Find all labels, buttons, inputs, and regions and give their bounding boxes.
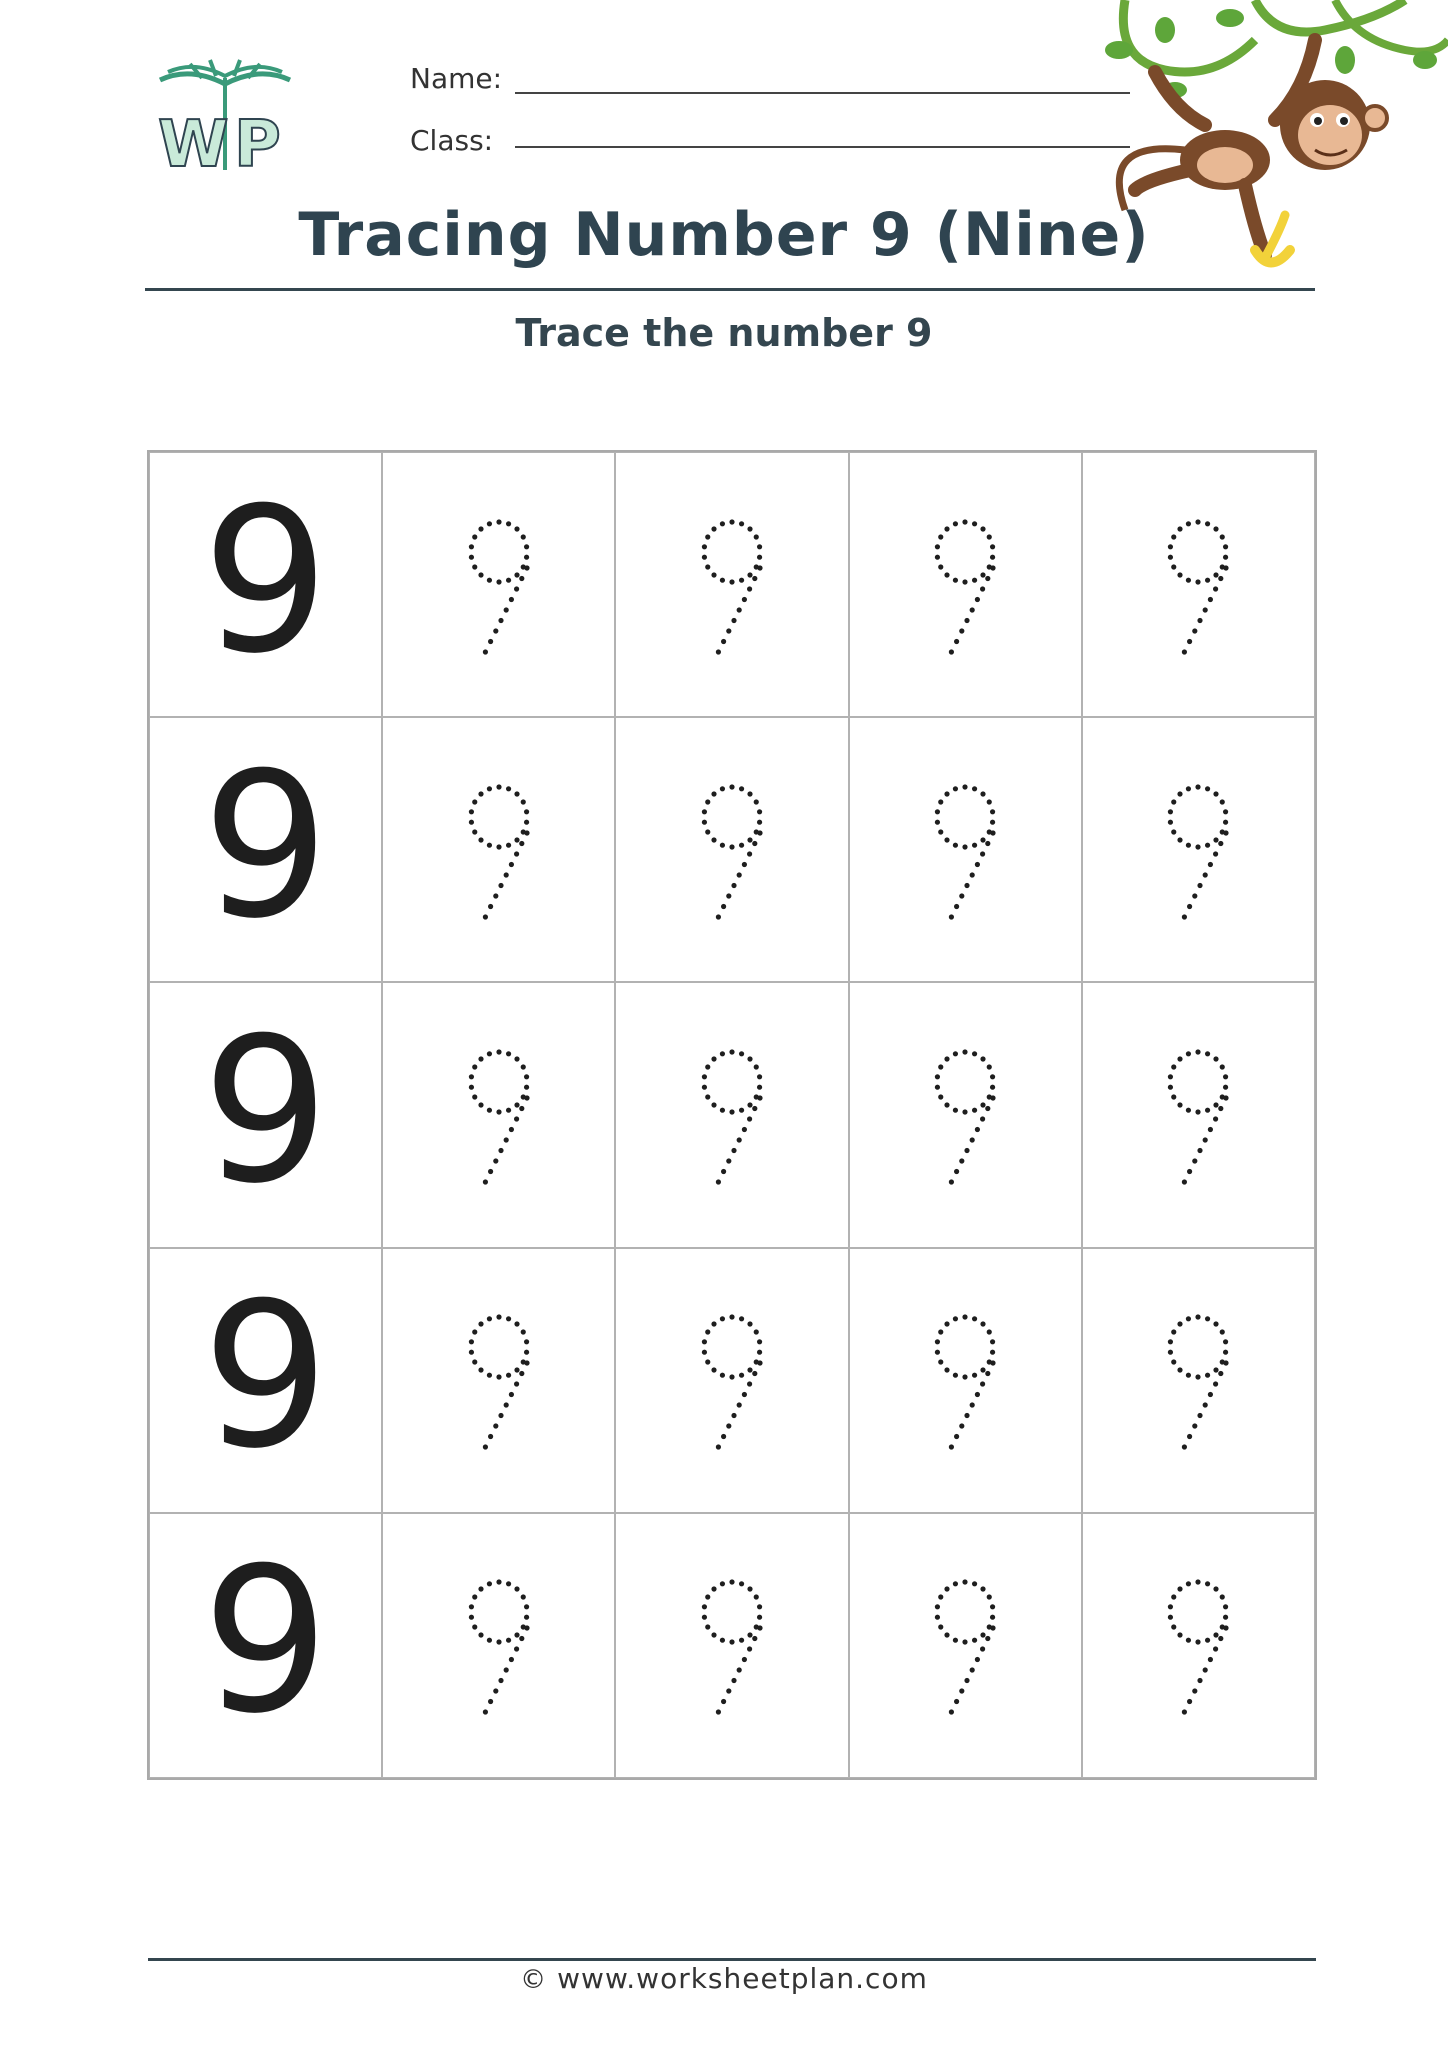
model-digit: 9 <box>201 729 330 963</box>
dotted-nine-guide[interactable] <box>1143 775 1253 925</box>
dotted-nine-guide[interactable] <box>1143 1040 1253 1190</box>
name-label: Name: <box>410 62 503 95</box>
footer-rule <box>148 1958 1316 1961</box>
dotted-nine-guide[interactable] <box>910 1040 1020 1190</box>
footer-url[interactable]: www.worksheetplan.com <box>557 1962 928 1995</box>
trace-cell <box>382 982 615 1247</box>
trace-cell <box>1082 1248 1315 1513</box>
trace-cell <box>615 982 848 1247</box>
model-digit-cell <box>149 1513 382 1778</box>
dotted-nine-guide[interactable] <box>1143 1305 1253 1455</box>
dotted-nine-guide[interactable] <box>444 1570 554 1720</box>
trace-cell <box>1082 982 1315 1247</box>
dotted-nine-guide[interactable] <box>677 1305 787 1455</box>
dotted-nine-guide[interactable] <box>1143 510 1253 660</box>
dotted-nine-guide[interactable] <box>444 1305 554 1455</box>
copyright-icon: © <box>520 1965 548 1995</box>
class-label: Class: <box>410 124 494 157</box>
dotted-nine-guide[interactable] <box>444 775 554 925</box>
trace-cell <box>1082 452 1315 717</box>
tracing-grid <box>147 450 1317 1780</box>
trace-cell <box>849 717 1082 982</box>
trace-cell <box>849 1513 1082 1778</box>
model-digit-cell <box>149 1248 382 1513</box>
dotted-nine-guide[interactable] <box>677 1040 787 1190</box>
model-digit-cell <box>149 982 382 1247</box>
dotted-nine-guide[interactable] <box>910 510 1020 660</box>
dotted-nine-guide[interactable] <box>444 1040 554 1190</box>
dotted-nine-guide[interactable] <box>1143 1570 1253 1720</box>
trace-cell <box>849 1248 1082 1513</box>
trace-cell <box>1082 717 1315 982</box>
dotted-nine-guide[interactable] <box>444 510 554 660</box>
dotted-nine-guide[interactable] <box>677 1570 787 1720</box>
dotted-nine-guide[interactable] <box>910 1305 1020 1455</box>
model-digit: 9 <box>201 1260 330 1494</box>
title-rule <box>145 288 1315 291</box>
worksheetplan-logo <box>150 58 300 178</box>
trace-cell <box>849 982 1082 1247</box>
trace-cell <box>615 717 848 982</box>
page-title: Tracing Number 9 (Nine) <box>298 200 1150 270</box>
trace-cell <box>382 717 615 982</box>
instruction-text: Trace the number 9 <box>515 311 933 355</box>
dotted-nine-guide[interactable] <box>910 775 1020 925</box>
trace-cell <box>382 1513 615 1778</box>
dotted-nine-guide[interactable] <box>910 1570 1020 1720</box>
name-line <box>515 92 1130 94</box>
trace-cell <box>1082 1513 1315 1778</box>
trace-cell <box>382 1248 615 1513</box>
trace-cell <box>849 452 1082 717</box>
model-digit: 9 <box>201 994 330 1228</box>
model-digit: 9 <box>201 1525 330 1759</box>
model-digit: 9 <box>201 464 330 698</box>
svg-text:P: P <box>234 108 281 178</box>
trace-cell <box>382 452 615 717</box>
svg-text:W: W <box>158 108 229 178</box>
dotted-nine-guide[interactable] <box>677 510 787 660</box>
model-digit-cell <box>149 452 382 717</box>
footer <box>0 1962 1448 1995</box>
class-line <box>515 146 1130 148</box>
trace-cell <box>615 1248 848 1513</box>
model-digit-cell <box>149 717 382 982</box>
trace-cell <box>615 1513 848 1778</box>
trace-cell <box>615 452 848 717</box>
dotted-nine-guide[interactable] <box>677 775 787 925</box>
